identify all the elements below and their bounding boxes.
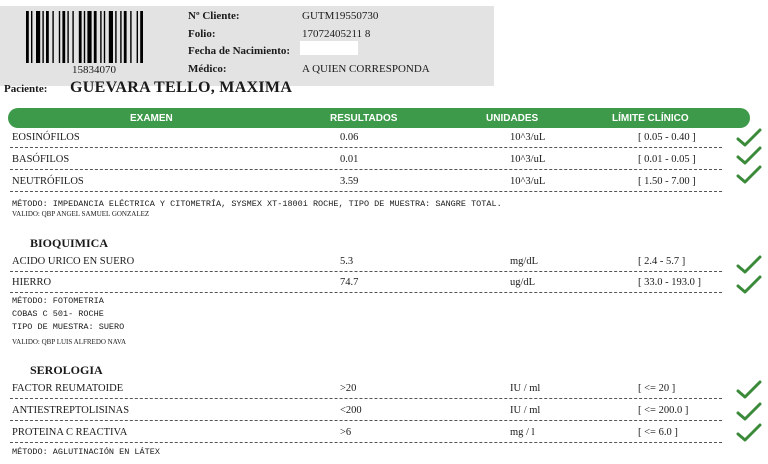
barcode-number: 15834070 — [72, 64, 116, 76]
exam-range: [ 2.4 - 5.7 ] — [638, 256, 686, 267]
exam-name: EOSINÓFILOS — [12, 132, 80, 143]
exam-range: [ 1.50 - 7.00 ] — [638, 176, 696, 187]
table-row — [10, 380, 722, 399]
exam-result: >20 — [340, 383, 357, 394]
check-icon — [736, 423, 762, 443]
exam-result: >6 — [340, 427, 352, 438]
exam-range: [ <= 200.0 ] — [638, 405, 689, 416]
exam-name: ANTIESTREPTOLISINAS — [12, 405, 130, 416]
method-note: MÉTODO: AGLUTINACIÓN EN LÁTEX — [12, 447, 160, 457]
patient-label: Paciente: — [4, 83, 48, 95]
exam-name: ACIDO URICO EN SUERO — [12, 256, 135, 267]
check-icon — [736, 275, 762, 295]
exam-unit: IU / ml — [510, 383, 541, 394]
exam-range: [ 33.0 - 193.0 ] — [638, 277, 701, 288]
check-icon — [736, 146, 762, 166]
exam-name: NEUTRÓFILOS — [12, 176, 84, 187]
method-note: TIPO DE MUESTRA: SUERO — [12, 322, 125, 332]
doctor-label: Médico: — [188, 63, 227, 75]
table-row — [10, 424, 722, 443]
section-title-biochemistry: BIOQUIMICA — [30, 236, 109, 250]
section-title-serology: SEROLOGIA — [30, 363, 103, 377]
table-row — [10, 402, 722, 421]
table-row — [10, 253, 722, 272]
cliente-value: GUTM19550730 — [302, 10, 379, 22]
check-icon — [736, 165, 762, 185]
column-results: RESULTADOS — [330, 113, 398, 124]
results-table-header — [8, 108, 750, 128]
patient-name: GUEVARA TELLO, MAXIMA — [70, 79, 293, 96]
check-icon — [736, 402, 762, 422]
exam-unit: 10^3/uL — [510, 154, 546, 165]
table-row — [10, 151, 722, 170]
folio-label: Folio: — [188, 28, 216, 40]
exam-result: <200 — [340, 405, 362, 416]
exam-unit: IU / ml — [510, 405, 541, 416]
doctor-value: A QUIEN CORRESPONDA — [302, 63, 430, 75]
exam-name: HIERRO — [12, 277, 52, 288]
exam-name: PROTEINA C REACTIVA — [12, 427, 128, 438]
check-icon — [736, 380, 762, 400]
barcode-icon — [26, 11, 162, 63]
exam-result: 0.06 — [340, 132, 359, 143]
method-note: COBAS C 501- ROCHE — [12, 309, 104, 319]
column-exam: EXAMEN — [130, 113, 173, 124]
check-icon — [736, 128, 762, 148]
column-units: UNIDADES — [486, 113, 539, 124]
exam-result: 0.01 — [340, 154, 359, 165]
exam-unit: 10^3/uL — [510, 132, 546, 143]
validated-by: VALIDO: QBP ANGEL SAMUEL GONZALEZ — [12, 210, 150, 218]
exam-name: BASÓFILOS — [12, 154, 70, 165]
table-row — [10, 129, 722, 148]
method-note: MÉTODO: IMPEDANCIA ELÉCTRICA Y CITOMETRÍA, SYSMEX XT-1800i ROCHE, TIPO DE MUESTRA: SANGRE TOTAL. — [12, 199, 502, 209]
table-row — [10, 274, 722, 293]
exam-range: [ 0.01 - 0.05 ] — [638, 154, 696, 165]
validated-by: VALIDO: QBP LUIS ALFREDO NAVA — [12, 338, 127, 346]
exam-unit: 10^3/uL — [510, 176, 546, 187]
birth-date-field — [300, 41, 358, 55]
column-clinical-limit: LÍMITE CLÍNICO — [612, 113, 689, 124]
exam-name: FACTOR REUMATOIDE — [12, 383, 124, 394]
exam-range: [ <= 6.0 ] — [638, 427, 678, 438]
folio-value: 17072405211 8 — [302, 28, 371, 40]
table-row — [10, 173, 722, 192]
cliente-label: Nº Cliente: — [188, 10, 240, 22]
exam-unit: mg/dL — [510, 256, 538, 267]
exam-result: 3.59 — [340, 176, 359, 187]
check-icon — [736, 255, 762, 275]
exam-range: [ 0.05 - 0.40 ] — [638, 132, 696, 143]
birth-date-label: Fecha de Nacimiento: — [188, 45, 291, 57]
exam-unit: mg / l — [510, 427, 535, 438]
exam-range: [ <= 20 ] — [638, 383, 676, 394]
exam-result: 74.7 — [340, 277, 359, 288]
exam-unit: ug/dL — [510, 277, 536, 288]
method-note: MÉTODO: FOTOMETRIA — [12, 296, 104, 306]
exam-result: 5.3 — [340, 256, 354, 267]
